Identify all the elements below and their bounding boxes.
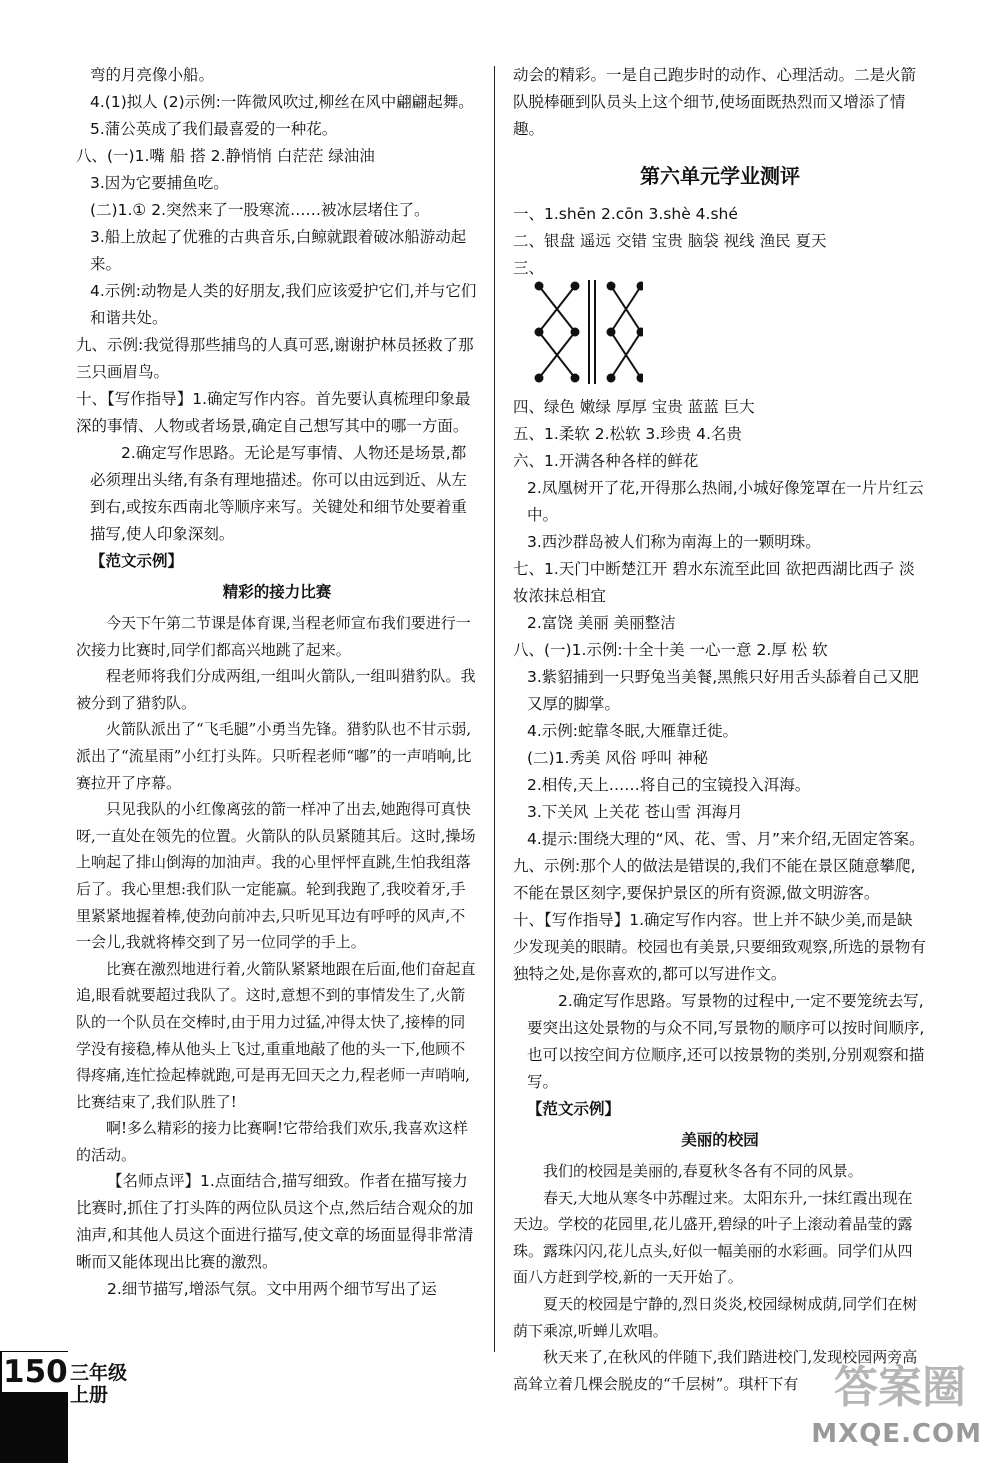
answer-line: 九、示例:那个人的做法是错误的,我们不能在景区随意攀爬,不能在景区刻字,要保护景区的所有资源,做文明游客。	[513, 857, 916, 902]
answer-line: 3.西沙群岛被人们称为南海上的一颗明珠。	[527, 533, 821, 551]
answer-line: 3.紫貂捕到一只野兔当美餐,黑熊只好用舌头舔着自己又肥又厚的脚掌。	[527, 668, 919, 713]
answer-line: 六、1.开满各种各样的鲜花	[513, 452, 699, 470]
left-essay-title: 精彩的接力比赛	[222, 583, 332, 601]
answer-line: 3.因为它要捕鱼吃。	[90, 174, 229, 192]
answer-line: 八、(一)1.嘴 船 搭 2.静悄悄 白茫茫 绿油油	[76, 147, 375, 165]
essay-paragraph: 啊!多么精彩的接力比赛啊!它带给我们欢乐,我喜欢这样的活动。	[76, 1119, 468, 1164]
essay-paragraph: 火箭队派出了“飞毛腿”小勇当先锋。猎豹队也不甘示弱,派出了“流星雨”小红打头阵。只听程老师“嘟”的一声哨响,比赛拉开了序幕。	[76, 720, 472, 792]
watermark-logo: 答案圈	[834, 1362, 966, 1413]
answer-line: 二、银盘 遥远 交错 宝贵 脑袋 视线 渔民 夏天	[513, 232, 827, 250]
left-essay-body	[76, 610, 478, 1168]
volume-text: 上册	[70, 1384, 109, 1406]
essay-paragraph: 春天,大地从寒冬中苏醒过来。太阳东升,一抹红霞出现在天边。学校的花园里,花儿盛开,碧绿的叶子上滚动着晶莹的露珠。露珠闪闪,花儿点头,好似一幅美丽的水彩画。同学们从四面八方赶到学校,新的一天开始了。	[513, 1188, 913, 1287]
left-answer-lines	[76, 62, 478, 575]
answer-line: 2.凤凰树开了花,开得那么热闹,小城好像笼罩在一片片红云中。	[527, 479, 924, 524]
answer-line: 一、1.shēn 2.cōn 3.shè 4.shé	[513, 205, 738, 223]
right-essay-title: 美丽的校园	[681, 1131, 759, 1149]
answer-line: 十、【写作指导】1.确定写作内容。世上并不缺少美,而是缺少发现美的眼睛。校园也有美景,只要细致观察,所选的景物有独特之处,是你喜欢的,都可以写进作文。	[513, 911, 926, 983]
answer-line: 弯的月亮像小船。	[90, 66, 215, 84]
essay-paragraph: 我们的校园是美丽的,春夏秋冬各有不同的风景。	[543, 1162, 863, 1180]
unit-title: 第六单元学业测评	[640, 164, 800, 188]
grade-text: 三年级	[70, 1362, 128, 1384]
answer-line: 4.提示:围绕大理的“风、花、雪、月”来介绍,无固定答案。	[527, 830, 925, 848]
answer-line: 3.下关风 上关花 苍山雪 洱海月	[527, 803, 743, 821]
answer-line: (二)1.秀美 风俗 呼叫 神秘	[527, 749, 709, 767]
answer-line: 2.相传,天上……将自己的宝镜投入洱海。	[527, 776, 811, 794]
answer-line: 2.确定写作思路。无论是写事情、人物还是场景,都必须理出头绪,有条有理地描述。你可以由远到近、从左到右,或按东西南北等顺序来写。关键处和细节处要着重描写,使人印象深刻。	[90, 444, 467, 543]
answer-line: 九、示例:我觉得那些捕鸟的人真可恶,谢谢护林员拯救了那三只画眉鸟。	[76, 336, 474, 381]
right-answers-b	[513, 394, 927, 1123]
answer-line: 四、绿色 嫩绿 厚厚 宝贵 蓝蓝 巨大	[513, 398, 755, 416]
answer-line: 2.富饶 美丽 美丽整洁	[527, 614, 676, 632]
page-number: 150	[3, 1354, 68, 1390]
matching-diagram	[513, 284, 927, 388]
essay-paragraph: 今天下午第二节课是体育课,当程老师宣布我们要进行一次接力比赛时,同学们都高兴地跳了起来。	[76, 614, 471, 659]
essay-paragraph: 程老师将我们分成两组,一组叫火箭队,一组叫猎豹队。我被分到了猎豹队。	[76, 667, 476, 712]
comment-paragraph: 2.细节描写,增添气氛。文中用两个细节写出了运	[107, 1280, 437, 1299]
left-teacher-comment	[76, 1168, 478, 1303]
column-divider	[494, 66, 495, 1352]
answer-line: 十、【写作指导】1.确定写作内容。首先要认真梳理印象最深的事情、人物或者场景,确定自己想写其中的哪一方面。	[76, 390, 471, 435]
right-answers-a	[513, 201, 927, 282]
answer-line: 5.蒲公英成了我们最喜爱的一种花。	[90, 120, 338, 138]
answer-line: 五、1.柔软 2.松软 3.珍贵 4.名贵	[513, 425, 742, 443]
answer-line: 3.船上放起了优雅的古典音乐,白鲸就跟着破冰船游动起来。	[90, 228, 467, 273]
answer-line: 七、1.天门中断楚江开 碧水东流至此回 欲把西湖比西子 淡妆浓抹总相宜	[513, 560, 915, 605]
answer-line: 三、	[513, 259, 545, 277]
answer-line: 【范文示例】	[527, 1100, 621, 1118]
watermark-url: MXQE.COM	[811, 1419, 982, 1449]
right-column	[513, 62, 927, 1397]
answer-line: 【范文示例】	[90, 552, 184, 570]
answer-line: 2.确定写作思路。写景物的过程中,一定不要笼统去写,要突出这处景物的与众不同,写景物的顺序可以按时间顺序,也可以按空间方位顺序,还可以按景物的类别,分别观察和描写。	[527, 992, 925, 1091]
left-column	[76, 62, 478, 1303]
essay-paragraph: 只见我队的小红像离弦的箭一样冲了出去,她跑得可真快呀,一直处在领先的位置。火箭队的队员紧随其后。这时,操场上响起了排山倒海的加油声。我的心里怦怦直跳,生怕我组落后了。我心里想:我们队一定能赢。轮到我跑了,我咬着牙,手里紧紧地握着棒,使劲向前冲去,只听见耳边有呼呼的风声,不一会儿,我就将棒交到了另一位同学的手上。	[76, 800, 476, 952]
essay-paragraph: 比赛在激烈地进行着,火箭队紧紧地跟在后面,他们奋起直追,眼看就要超过我队了。这时,意想不到的事情发生了,火箭队的一个队员在交棒时,由于用力过猛,冲得太快了,接棒的同学没有接稳,棒从他头上飞过,重重地敲了他的头一下,他顾不得疼痛,连忙捡起棒就跑,可是再无回天之力,程老师一声哨响,比赛结束了,我们队胜了!	[76, 959, 476, 1111]
answer-line: (二)1.① 2.突然来了一股寒流……被冰层堵住了。	[90, 201, 430, 219]
essay-paragraph: 夏天的校园是宁静的,烈日炎炎,校园绿树成荫,同学们在树荫下乘凉,听蝉儿欢唱。	[513, 1294, 918, 1340]
answer-line: 八、(一)1.示例:十全十美 一心一意 2.厚 松 软	[513, 641, 828, 659]
answer-line: 4.(1)拟人 (2)示例:一阵微风吹过,柳丝在风中翩翩起舞。	[90, 93, 474, 111]
essay-paragraph: 秋天来了,在秋风的伴随下,我们踏进校门,发现校园两旁高高耸立着几棵会脱皮的“千层树”。琪杆下有	[513, 1348, 918, 1393]
comment-paragraph: 【名师点评】1.点面结合,描写细致。作者在描写接力比赛时,抓住了打头阵的两位队员这个点,然后结合观众的加油声,和其他人员这个面进行描写,使文章的场面显得非常清晰而又能体现出比赛的激烈。	[76, 1172, 474, 1272]
grade-label	[70, 1362, 127, 1406]
answer-line: 4.示例:蛇靠冬眠,大雁靠迁徙。	[527, 722, 738, 740]
answer-line: 4.示例:动物是人类的好朋友,我们应该爱护它们,并与它们和谐共处。	[90, 282, 477, 327]
right-continuation: 动会的精彩。一是自己跑步时的动作、心理活动。二是火箭队脱棒砸到队员头上这个细节,使场面既热烈而又增添了情趣。	[513, 66, 917, 138]
